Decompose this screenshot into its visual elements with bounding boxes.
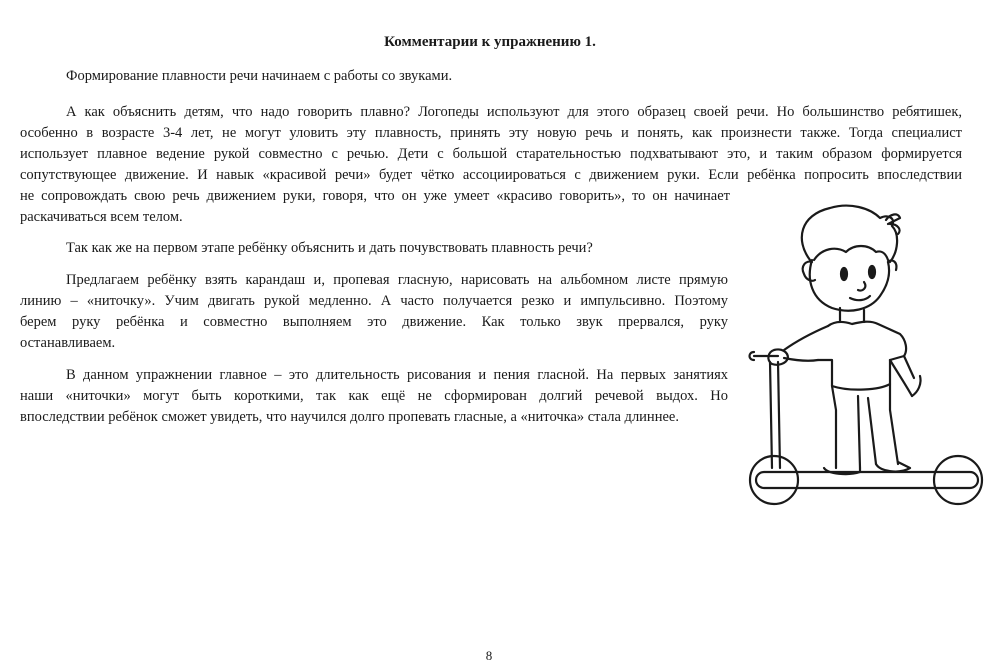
paragraph-line: линию – «ниточку». Учим двигать рукой медленно. А часто получается резко и импульсивно. Поэтому (20, 293, 728, 309)
paragraph-line: наши «ниточки» могут быть короткими, так как ещё не сформирован долгий речевой выдох. Но (20, 388, 728, 404)
paragraph-line: берем руку ребёнка и совместно выполняем это движение. Как только звук прервался, руку (20, 314, 728, 330)
paragraph-line: впоследствии ребёнок сможет увидеть, что научился долго пропевать гласные, а «ниточка» стала длиннее. (20, 409, 679, 425)
paragraph-line: В данном упражнении главное – это длительность рисования и пения гласной. На первых занятиях (66, 367, 728, 383)
paragraph-line: А как объяснить детям, что надо говорить плавно? Логопеды используют для этого образец своей речи. Но большинство ребятишек, (66, 104, 962, 120)
paragraph-conclusion (20, 365, 728, 428)
page-number: 8 (485, 648, 493, 663)
paragraph-line: не сопровождать свою речь движением руки, говоря, что он уже умеет «красиво говорить», то он начинает (20, 188, 730, 204)
page-title: Комментарии к упражнению 1. (384, 34, 596, 50)
paragraph-pencil-exercise (20, 270, 728, 354)
paragraph-line: раскачиваться всем телом. (20, 209, 183, 225)
paragraph-line: использует плавное ведение рукой совместно с речью. Дети с большой старательностью подхватывают это, и таким образом формируется (20, 146, 962, 162)
paragraph-line: особенно в возрасте 3-4 лет, не могут уловить эту плавность, принять эту новую речь и понять, как произнести также. Тогда специалист (20, 125, 962, 141)
paragraph-question: Так как же на первом этапе ребёнку объяснить и дать почувствовать плавность речи? (66, 240, 593, 256)
boy-on-scooter-icon (740, 200, 995, 510)
paragraph-line: сопутствующее движение. И навык «красивой речи» будет чётко ассоциироваться с движением руки. Если ребёнка попросить впоследствии (20, 167, 962, 183)
paragraph-line: останавливаем. (20, 335, 116, 351)
paragraph-intro: Формирование плавности речи начинаем с работы со звуками. (66, 68, 453, 84)
paragraph-line: Предлагаем ребёнку взять карандаш и, пропевая гласную, нарисовать на альбомном листе прямую (66, 272, 728, 288)
